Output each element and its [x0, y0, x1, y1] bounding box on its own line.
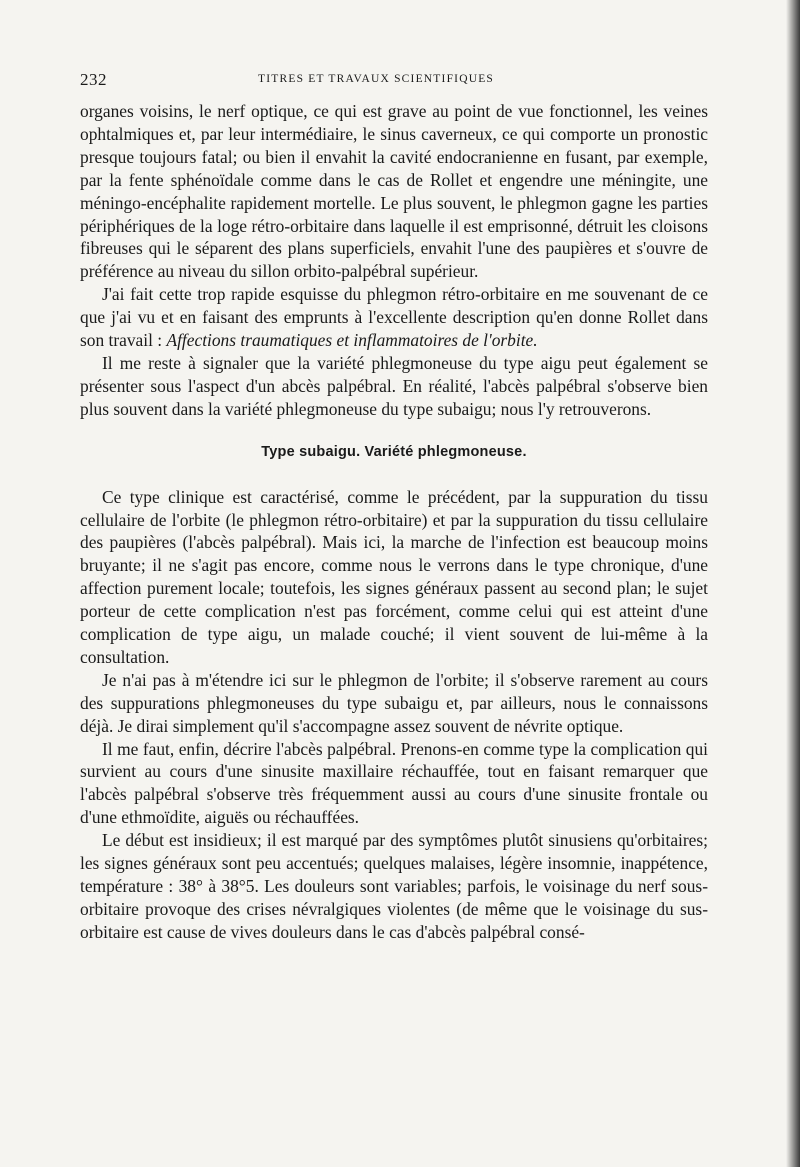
running-head: TITRES ET TRAVAUX SCIENTIFIQUES: [258, 73, 495, 85]
paragraph-phlegmon-orbite: Je n'ai pas à m'étendre ici sur le phlegmon de l'orbite; il s'observe rarement au cours des suppurations phlegmoneuses du type subaigu et, par ailleurs, nous le connaissons déjà. Je dirai simplement qu'il s'accompagne assez souvent de névrite optique.: [80, 669, 708, 736]
section-heading: Type subaigu. Variété phlegmoneuse.: [261, 443, 527, 460]
paragraph-esquisse: [80, 283, 708, 352]
page-number: 232: [80, 70, 107, 89]
page-header: [80, 70, 720, 94]
page-body: [80, 100, 708, 944]
paragraph-debut: Le début est insidieux; il est marqué par des symptômes plutôt sinusiens qu'orbitaires; les signes généraux sont peu accentués; quelques malaises, légère insomnie, inappétence, température : 38° à 38°5. Les douleurs sont variables; parfois, le voisinage du nerf sous-orbitaire provoque des crises névralgiques violentes (de même que le voisinage du sus-orbitaire est cause de vives douleurs dans le cas d'abcès palpébral consé-: [80, 830, 708, 942]
paragraph-abces-palpebral: Il me reste à signaler que la variété phlegmoneuse du type aigu peut également se présenter sous l'aspect d'un abcès palpébral. En réalité, l'abcès palpébral s'observe bien plus souvent dans la variété phlegmoneuse du type subaigu; nous l'y retrouverons.: [80, 352, 708, 419]
cited-work-title: Affections traumatiques et inflammatoires de l'orbite.: [166, 330, 538, 351]
paragraph-continuation: organes voisins, le nerf optique, ce qui est grave au point de vue fonctionnel, les veines ophtalmiques et, par leur intermédiaire, le sinus caverneux, ce qui comporte un pronostic presque toujours fatal; ou bien il envahit la cavité endocranienne en fusant, par exemple, par la fente sphénoïdale comme dans le cas de Rollet et engendre une méningite, une méningo-encéphalite rapidement mortelle. Le plus souvent, le phlegmon gagne les parties périphériques de la loge rétro-orbitaire dans laquelle il est emprisonné, détruit les cloisons fibreuses qui le séparent des plans superficiels, envahit l'une des paupières et s'ouvre de préférence au niveau du sillon orbito-palpébral supérieur.: [80, 101, 708, 282]
paragraph-type-clinique: Ce type clinique est caractérisé, comme le précédent, par la suppuration du tissu cellulaire de l'orbite (le phlegmon rétro-orbitaire) et par la suppuration du tissu cellulaire des paupières (l'abcès palpébral). Mais ici, la marche de l'infection est beaucoup moins bruyante; il ne s'agit pas encore, comme nous le verrons dans le type chronique, d'une affection purement locale; toutefois, les signes généraux passent au second plan; le sujet porteur de cette complication n'est pas forcément, comme celui qui est atteint d'une complication de type aigu, un malade couché; il vient souvent de lui-même à la consultation.: [80, 486, 708, 667]
page-edge-shadow: [786, 0, 800, 1167]
paragraph-abces-description: Il me faut, enfin, décrire l'abcès palpébral. Prenons-en comme type la complication qui survient au cours d'une sinusite maxillaire réchauffée, tout en faisant remarquer que l'abcès palpébral s'observe très fréquemment aussi au cours d'une sinusite frontale ou d'une ethmoïdite, aiguës ou réchauffées.: [80, 738, 708, 828]
paragraph-esquisse-text: J'ai fait cette trop rapide esquisse du phlegmon rétro-orbitaire en me souvenant de ce que j'ai vu et en faisant des emprunts à l'excellente description qu'en donne Rollet dans son travail :: [80, 284, 708, 351]
